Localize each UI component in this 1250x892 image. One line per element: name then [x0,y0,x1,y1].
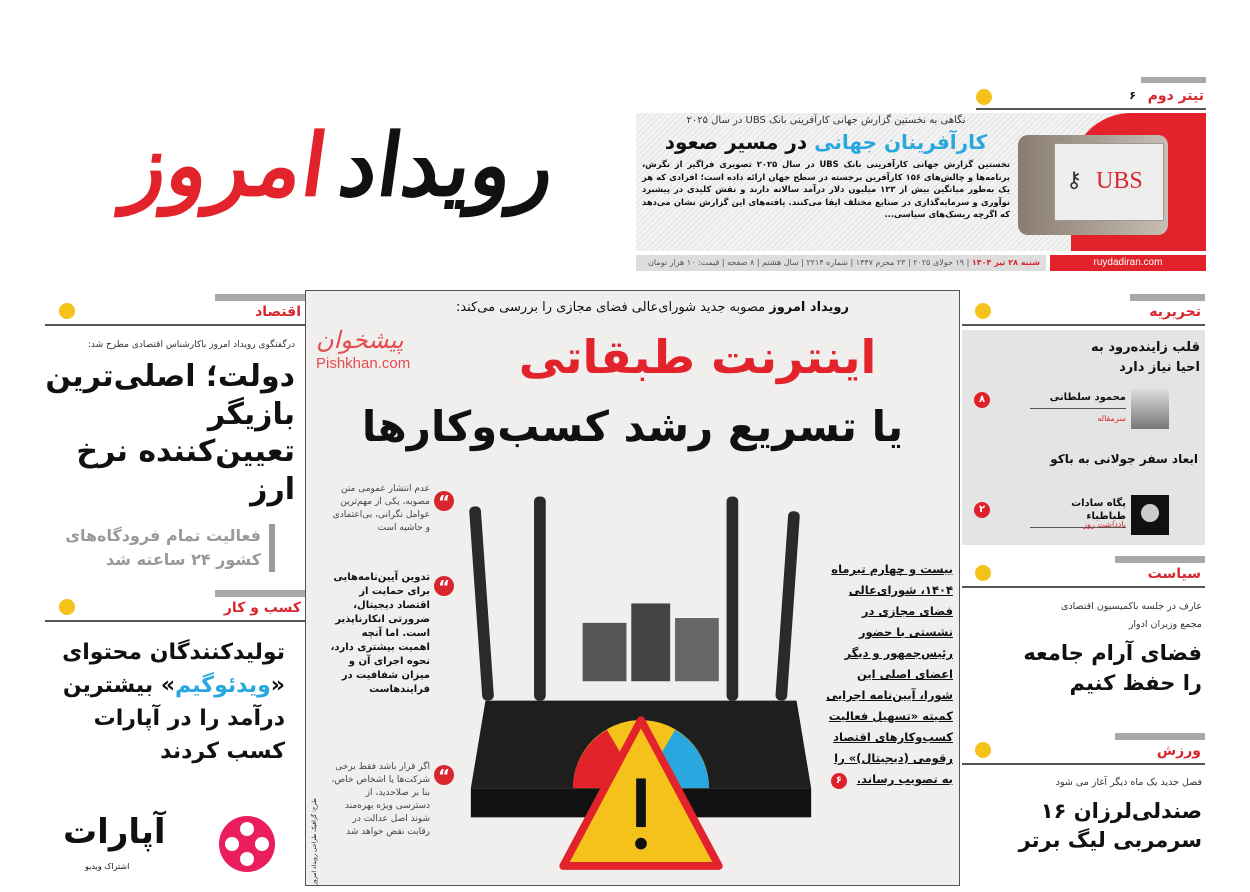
author-name: پگاه سادات طباطباء [1030,497,1126,528]
headline-line: تولیدکنندگان محتوای [62,640,285,665]
headline[interactable]: ابعاد سفر جولانی به باکو [1050,452,1198,466]
section-header-editorial: تحریریه [962,300,1205,326]
headline-line: «ویدئوگیم» بیشترین درآمد را در آپارات کسب کردند [62,673,285,764]
ubs-sign: UBS [1096,168,1143,194]
headline: صندلی‌لرزان ۱۶ سرمربی لیگ برتر [1018,799,1202,853]
logo-ruydad: رویداد [332,114,562,216]
section-header-politics: سیاست [962,562,1205,588]
kicker: نگاهی به نخستین گزارش جهانی کارآفرینی بانک UBS در سال ۲۰۲۵ [686,115,966,126]
author-role: یادداشت روز [1083,520,1126,529]
page-ref-badge: ۶ [831,773,847,789]
website-link[interactable]: ruydadiran.com [1050,255,1206,271]
quote-icon: “ [434,765,454,785]
headline: دولت؛ اصلی‌ترین بازیگر تعیین‌کننده نرخ ارز [45,359,295,507]
masthead-logo[interactable] [40,90,640,240]
main-story[interactable] [305,290,960,886]
kicker: فصل جدید یک ماه دیگر آغاز می شود [1055,777,1202,788]
logo-emrooz: امروز [118,114,334,216]
router-illustration [466,491,816,886]
headline: قلب زاینده‌رود به احیا نیاز دارد [1091,340,1200,375]
page-number: ۶ [1129,89,1136,102]
author-role: سرمقاله [1097,414,1126,423]
economy-story[interactable] [45,340,295,572]
kicker: درگفتگوی رویداد امروز باکارشناس اقتصادی مطرح شد: [87,340,295,350]
main-headline-red: اینترنت طبقاتی [518,330,877,384]
editorial-item[interactable] [970,338,1200,377]
page-ref-badge: ۸ [974,392,990,408]
subheadline: فعالیت تمام فرودگاه‌های کشور ۲۴ ساعته شد [45,524,275,572]
headline: فضای آرام جامعه را حفظ کنیم [1023,641,1202,696]
aparat-logo: آپارات اشتراک ویدیو [55,812,285,878]
politics-story[interactable] [970,598,1202,699]
kicker: مجمع وزیران ادوار [1128,619,1202,630]
sports-story[interactable] [970,776,1202,856]
lead-text: بیست و چهارم تیرماه ۱۴۰۴، شورای‌عالی فضای مجازی در نشستی با حضور رئیس‌جمهور و دیگر اعضای اصلی این شورا، آیین‌نامه اجرایی کمیته «تسهیل فعالیت کسب‌وکارهای اقتصاد رقومی (دیجیتال)» را به تصویب رساند. [826,562,953,786]
issue-info-bar: شنبه ۲۸ تیر ۱۴۰۴ | ۱۹ جولای ۲۰۲۵ | ۲۳ محرم ۱۴۴۷ | شماره ۲۲۱۴ | سال هشتم | ۸ صفحه | قیمت: ۱۰ هزار تومان [636,255,1046,271]
pull-quote: اگر قرار باشد فقط برخی شرکت‌ها یا اشخاص خاص، بنا بر صلاحدید، از دسترسی ویژه بهره‌مند شوند اصل عدالت در رقابت نقض خواهد شد [331,762,430,837]
pull-quote: تدوین آیین‌نامه‌هایی برای حمایت از اقتصاد دیجیتال، ضرورتی انکارناپذیر است. اما آنچه اهمیت بیشتری دارد، نحوه اجرای آن و میزان شفافیت در فرایندهاست [330,572,430,695]
aparat-reel-icon [215,812,279,876]
page-ref-badge: ۲ [974,502,990,518]
kicker: عارف در جلسه باکمیسیون اقتصادی [1061,601,1202,612]
headline: کارآفرینان جهانی در مسیر صعود [664,130,988,154]
summary: نخستین گزارش جهانی کارآفرینی بانک UBS در سال ۲۰۲۵ تصویری فراگیر از نگرش، برنامه‌ها و چالش‌های ۱۵۶ کارآفرین برجسته در سطح جهان ارائه داده است؛ افرادی که هر یک به‌طور میانگین بیش از ۱۲۳ میلیون دلار درآمد سالانه دارند و نقش کلیدی در پیشبرد نوآوری و سرمایه‌گذاری در صنایع مختلف ایفا می‌کنند. یافته‌های این گزارش نشان می‌دهد که اگرچه ریسک‌های سیاسی... [642,159,1011,219]
ubs-photo [1014,113,1206,251]
watermark: پیشخوان Pishkhan.com [316,326,411,372]
section-header-economy: اقتصاد [45,300,305,326]
main-headline-black: یا تسریع رشد کسب‌وکارها [361,402,904,451]
lead-paragraph [821,559,953,790]
quote-icon: “ [434,491,454,511]
author-photo [1131,495,1169,535]
second-headline-text[interactable] [642,115,1010,221]
main-kicker: رویداد امروز مصوبه جدید شورای‌عالی فضای مجازی را بررسی می‌کند: [455,300,849,315]
pull-quote: عدم انتشار عمومی متن مصوبه، یکی از مهم‌ترین عوامل نگرانی، بی‌اعتمادی و حاشیه است [332,484,430,533]
author-name: محمود سلطانی [1030,391,1126,409]
section-header-business: کسب و کار [45,596,305,622]
ubs-keys-icon: ⚷ [1066,168,1083,193]
credit: طرح: گرافیک طراحی رویداد امروز [311,798,318,885]
second-headline-box [636,85,1206,285]
section-header-sports: ورزش [962,739,1205,765]
business-story[interactable] [45,636,285,768]
section-label: تیتر دوم [1147,88,1204,104]
author-photo [1131,389,1169,429]
quote-icon: “ [434,576,454,596]
